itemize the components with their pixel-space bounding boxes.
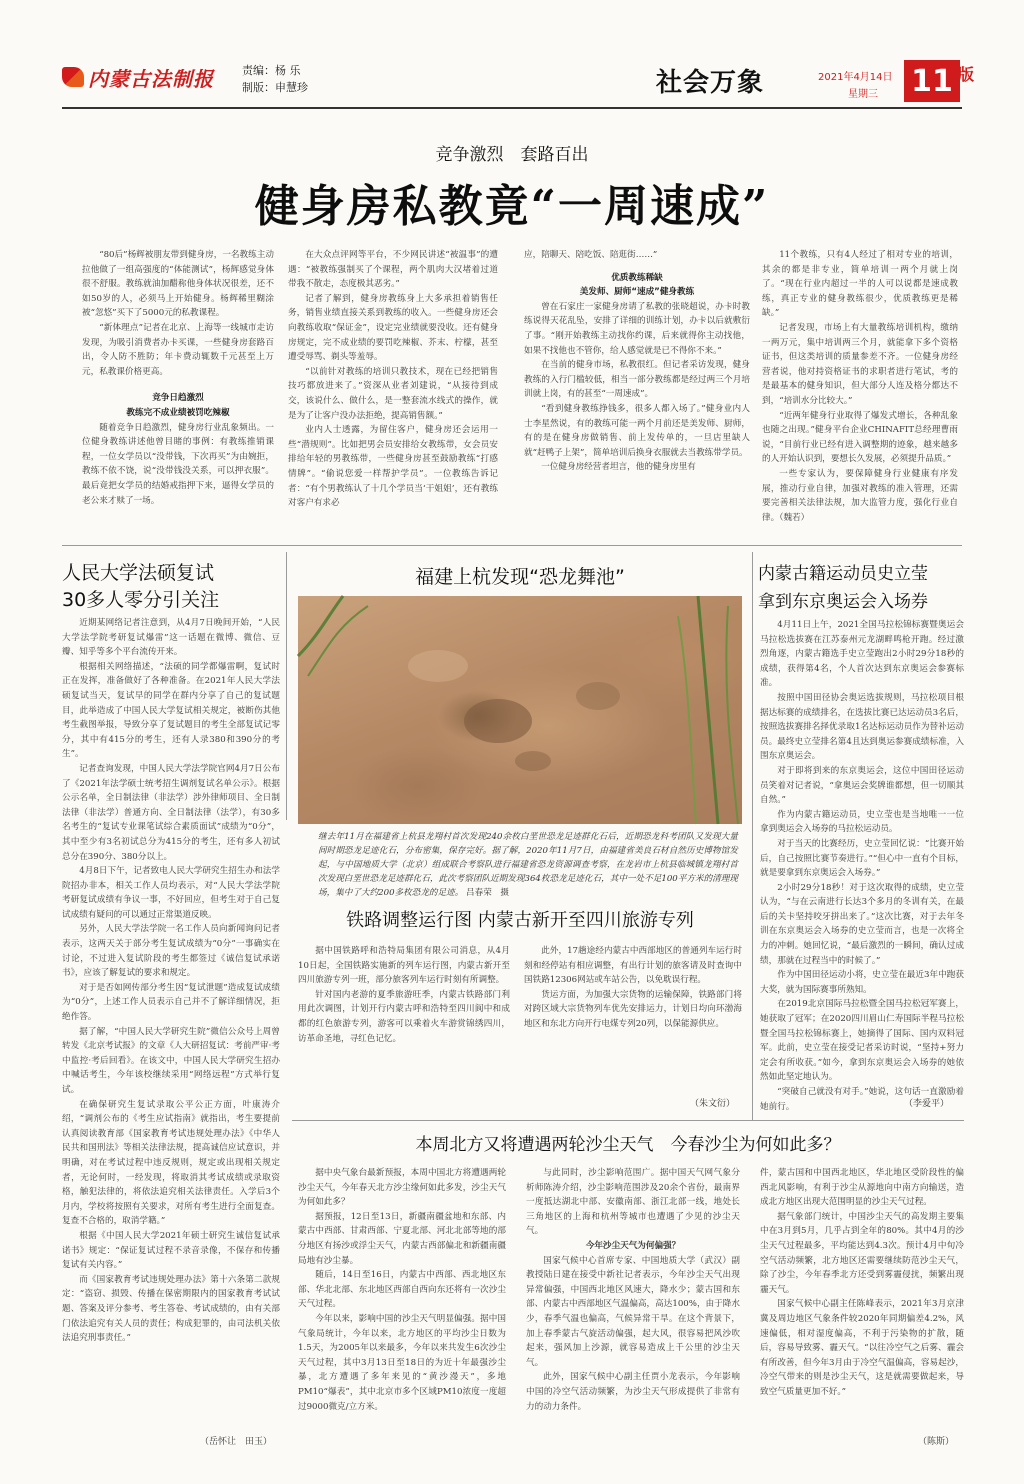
lead-paragraph: 一位健身房经营者坦言，他的健身房里有: [541, 462, 696, 473]
inner-paragraph: 作为中国田径运动小将，史立莹在最近3年中跑获大奖，就为国际赛事所熟知。: [760, 970, 964, 995]
page-number: 11: [911, 63, 953, 99]
lead-paragraph: 应，陪聊天、陪吃饭、陪逛街……”: [524, 250, 658, 260]
lead-paragraph: 随着竞争日趋激烈，健身房行业乱象频出。一位健身教练讲述他曾目睹的事例：有教练推销课程，一位女学员以“没带钱，下次再买”为由婉拒，教练不依不饶，说“没带钱没关系，可以押衣服”。最后竟把女学员的结婚戒指押下来，逼得女学员的老公来才赎了一场。: [82, 422, 274, 506]
renda-paragraph: 根据《中国人民大学2021年硕士研究生诚信复试承诺书》规定：“保证复试过程不录音录像，不保存和传播复试有关内容。”: [62, 1230, 280, 1271]
inner-paragraph: 4月11日上午，2021全国马拉松锦标赛暨奥运会马拉松选拔赛在江苏泰州元龙湖畔鸣枪开跑。经过激烈角逐，内蒙古籍选手史立莹跑出2小时29分18秒的成绩，获得第4名，个人首次达到东京奥运会参赛标准。: [760, 620, 964, 689]
rail-paragraph: 据中国铁路呼和浩特局集团有限公司消息，从4月10日起，全国铁路实施新的列车运行图，内蒙古新开至四川旅游专列一班，部分旅客列车运行时刻有所调整。: [298, 946, 510, 986]
rail-column-1: [298, 944, 510, 1104]
rail-byline: （朱文衍）: [690, 1099, 736, 1109]
inner-paragraph: 按照中国田径协会奥运选拔规则，马拉松项目根据达标赛的成绩排名，在选拔比赛已达运动员3名后，按照选拔赛排名择优录取1名达标运动员作为替补运动员。最终史立莹排名第4且达到奥运参赛成绩标准，入围东京奥运会。: [760, 692, 964, 762]
rail-paragraph: 此外，17趟途经内蒙古中西部地区的普通列车运行时刻和经停站有相应调整，有出行计划的旅客请及时查询中国铁路12306网站或车站公告，以免耽误行程。: [524, 946, 742, 986]
newspaper-logo: [62, 64, 232, 90]
dust-paragraph: 此外，国家气候中心副主任贾小龙表示，今年影响中国的冷空气活动频繁，为沙尘天气形成提供了非常有力的动力条件。: [526, 1372, 740, 1412]
lead-paragraph: 在当前的健身市场，私教很红。但记者采访发现，健身教练的入行门槛较低，相当一部分教练都是经过两三个月培训就上岗，有的甚至“一周速成”。: [524, 360, 750, 400]
renda-paragraph: 4月8日下午，记者致电人民大学研究生招生办和法学院招办非本，相关工作人员均表示，对“人民大学法学院考研复试成绩有争议一事，不好回应，但考生对于自己复试成绩有疑问的可以通过正常渠道反映。: [62, 866, 280, 920]
logo-text: 内蒙古法制报: [88, 66, 214, 91]
lead-paragraph: 记者了解到，健身房教练身上大多承担着销售任务，销售业绩直接关系到教练的收入。一些健身房还会向教练收取“保证金”，设定完业绩就要没收。还有健身房规定，完不成业绩的要罚吃辣椒、芥末、柠檬，甚至遭受辱骂、剃头等羞辱。: [288, 293, 498, 363]
producer-label: 制版：申慧珍: [242, 81, 308, 94]
inner-byline: （李爱平）: [904, 1099, 950, 1109]
dino-photographer: 吕春荣 摄: [466, 888, 510, 898]
inner-paragraph: 2小时29分18秒！对于这次取得的成绩，史立莹认为，“与在云南进行长达3个多月的冬训有关，在最后的关卡坚持咬牙拼出来了。”这次比赛，对于去年冬训在东京奥运会入场券的史立莹而言，也是一次将全力的冲刺。她回忆说，“最后激烈的一瞬间，确认过成绩，那就在过程当中的时候了。”: [760, 882, 964, 966]
dust-column-3: [760, 1166, 964, 1428]
editor-label: 责编：杨 乐: [242, 64, 301, 77]
rail-headline: 铁路调整运行图 内蒙古新开至四川旅游专列: [346, 910, 694, 931]
inner-paragraph: 作为内蒙古籍运动员，史立莹也是当地唯一一位拿到奥运会入场券的马拉松运动员。: [760, 809, 964, 835]
lead-subhead-1: 竞争日趋激烈: [152, 393, 204, 404]
dust-paragraph: 据气象部门统计，中国沙尘天气的高发期主要集中在3月到5月，几乎占到全年的80%。其中4月的沙尘天气过程最多，平均能达到4.3次。预计4月中旬冷空气活动频繁，北方地区还需要继续防范沙尘天气，除了沙尘，今年春季北方还受到雾霾侵扰，频繁出现霾天气。: [760, 1211, 964, 1295]
divider-lead: [62, 545, 962, 546]
lead-headline: 健身房私教竟“一周速成”: [254, 181, 770, 232]
dino-headline: 福建上杭发现“恐龙舞池”: [415, 566, 625, 588]
renda-paragraph: 而《国家教育考试违规处理办法》第十六条第二款规定：“盗窃、损毁、传播在保密期限内的国家教育考试试题、答案及评分参考、考生答卷、考试成绩的，由有关部门依法追究有关人员的责任；构成犯罪的，由司法机关依法追究刑事责任。”: [62, 1274, 280, 1344]
dust-byline: （陈斯）: [918, 1437, 955, 1447]
renda-paragraph: 近期某网络记者注意到，从4月7日晚间开始，“人民大学法学院考研复试爆雷”这一话题在微博、微信、豆瓣、知乎等多个平台流传开来。: [62, 618, 280, 658]
dust-paragraph: 与此同时，沙尘影响范围广。据中国天气网气象分析师陈涛介绍，沙尘影响范围涉及20余个省份，最南界一度抵达湖北中部、安徽南部、浙江北部一线，地处长三角地区的上海和杭州等城市也遭遇了少见的沙尘天气。: [526, 1168, 740, 1237]
lead-paragraph: 业内人士透露，为留住客户，健身房还会运用一些“潜规则”。比如把男会员安排给女教练带，女会员安排给年轻的男教练带，一些健身房甚至鼓励教练“打感情牌”。“偷说您爱一样帮护学员”。一位教练告诉记者：“有个男教练认了十几个学员当‘干姐姐’，还有教练对客户有求必: [288, 425, 498, 509]
weekday-label: 星期三: [848, 89, 878, 100]
lead-column-4: [762, 248, 958, 530]
inner-headline-line-2: 拿到东京奥运会入场券: [758, 592, 928, 612]
section-title: 社会万象: [656, 68, 765, 98]
inner-paragraph: “突破自己就没有对手。”她说，这句话一直激励着她前行。: [760, 1087, 964, 1112]
inner-body: [760, 618, 964, 1112]
dino-caption: [318, 830, 738, 900]
page-number-box: [904, 60, 960, 102]
lead-subhead-2: 教练完不成业绩被罚吃辣椒: [126, 407, 230, 418]
inner-paragraph: 对于当天的比赛经历，史立莹回忆说：“比赛开始后，自己按照比赛节奏进行。”“但心中一直有个目标，就是要拿到东京奥运会入场券。”: [760, 838, 964, 879]
logo-mark-icon: [62, 67, 84, 87]
renda-byline: （岳怀让 田玉）: [200, 1437, 273, 1447]
inner-paragraph: 对于即将到来的东京奥运会，这位中国田径运动员笑着对记者说，“拿奥运会奖牌谁都想，但一切顺其自然。”: [760, 765, 964, 806]
renda-paragraph: 对于是否如网传部分考生因“复试泄题”造成复试成绩为“0分”，上述工作人员表示自己并不了解详细情况，拒绝作答。: [62, 982, 280, 1023]
dust-paragraph: 国家气候中心首席专家、中国地质大学（武汉）副教授陆日建在接受中新社记者表示，今年沙尘天气出现异常偏强，中国西北地区风速大，降水少；蒙古国和东部、内蒙古中西部地区气温偏高，高达100%，由于降水少，春季气温也偏高，气候异常干旱。在这个背景下，加上春季蒙古气旋活动偏强，起大风，很容易把风沙吹起来，强风加上沙源，就容易造成上千公里的沙尘天气。: [526, 1255, 740, 1368]
rail-column-2: [524, 944, 742, 1104]
lead-paragraph: 在大众点评网等平台，不少网民讲述“被温事”的遭遇：“被教练强制买了个课程，两个肌肉大汉堵着过道带我不散走，态度极其恶劣。”: [288, 250, 498, 290]
page-suffix: 版: [958, 65, 975, 84]
lead-column-1: [82, 248, 274, 530]
rail-paragraph: 货运方面，为加强大宗货物的运输保障，铁路部门将对跨区域大宗货物列车优先安排运力，计划日均向环渤海地区和东北方向开行电煤专列20列，以保能源供应。: [524, 989, 742, 1029]
divider-dust-top: [292, 1120, 964, 1121]
renda-paragraph: 根据相关网络描述，“法硕的同学都爆雷啊，复试时正在发挥，准备做好了各种准备。在2021年人民大学法硕复试当天，复试早的同学在群内分享了自己的复试题目，此举造成了中国人民大学复试相关规定，被断伤其他考生截图举报，导致分享了复试题目的考生全部复试记零分，其中有415分的考生，还有人录380和390分的考生”。: [62, 661, 280, 760]
dino-photo-texture: [298, 596, 742, 824]
lead-paragraph: “以前针对教练的培训只教技术，现在已经把销售技巧都放进来了。”资深从业者刘建说，“从接待到成交，该说什么、做什么，是一整套流水线式的操作，就是为了让客户没办法拒绝，提高销售额。”: [288, 366, 498, 421]
dust-column-2: [526, 1166, 740, 1428]
dust-paragraph: 据中央气象台最新预报，本周中国北方将遭遇两轮沙尘天气，今年春天北方沙尘缘何如此多发，沙尘天气为何如此多？: [298, 1168, 506, 1208]
inner-paragraph: 在2019北京国际马拉松暨全国马拉松冠军赛上，她获取了冠军；在2020四川眉山仁寿国际半程马拉松暨全国马拉松锦标赛上，她摘得了国际、国内双料冠军。此前，史立莹在接受记者采访时说，“坚持+努力定会有所收获。”如今，拿到东京奥运会入场券的她依然如此坚定地认为。: [760, 999, 964, 1083]
renda-headline-line-2: 30多人零分引关注: [62, 589, 220, 611]
renda-paragraph: 据了解，“中国人民大学研究生院”微信公众号上周曾转发《北京考试报》的文章《人大研招复试：考前严审·考中监控·考后回看》。在该文中，中国人民大学研究生招办中喊话考生，今年该校继续采用“网络远程”方式举行复试。: [62, 1026, 280, 1095]
renda-headline-line-1: 人民大学法硕复试: [62, 562, 215, 584]
inner-headline-line-1: 内蒙古籍运动员史立莹: [758, 564, 928, 584]
dust-paragraph: 据预报，12日至13日，新疆南疆盆地和东部、内蒙古中西部、甘肃西部、宁夏北部、河北北部等地的部分地区有扬沙或浮尘天气，内蒙古西部偏北和新疆南疆局地有沙尘暴。: [298, 1211, 506, 1266]
dust-paragraph: 件，蒙古国和中国西北地区，华北地区受阶段性的偏西北风影响，有利于沙尘从源地向中南方向输送，造成北方地区出现大范围明显的沙尘天气过程。: [760, 1168, 964, 1208]
lead-kicker: 竞争激烈 套路百出: [435, 145, 589, 165]
inner-headline: [758, 560, 968, 616]
lead-subhead-3: 优质教练稀缺: [611, 272, 663, 283]
lead-paragraph: 11个教练，只有4人经过了相对专业的培训，其余的都是非专业，简单培训一两个月就上岗了。“现在行业内超过一半的人可以说都是速成教练，真正专业的健身教练很少，优质教练更是稀缺。”: [762, 250, 958, 319]
lead-paragraph: 曾在石家庄一家健身房请了私教的张晓超说，办卡时教练说得天花乱坠，安排了详细的训练计划，办卡以后就敷衍了事。“刚开始教练主动找你约课，后来就得你主动找他，如果不找他也不管你，给人感觉就是已不得你不来。”: [524, 301, 750, 356]
masthead: [0, 0, 1024, 112]
renda-paragraph: 在确保研究生复试录取公平公正方面，叶康涛介绍，“调剂公布的《考生应试指南》就指出，考生要提前认真阅读教育部《国家教育考试违规处理办法》《中华人民共和国刑法》等相关法律法规，提高诚信应试意识，并明确，对在考试过程中违反规则，规定或出现相关规定者，无论何时，一经发现，将取消其考试成绩或录取资格，触犯法律的，将依法追究相关法律责任。入学后3个月内，学校将按照有关要求，对所有考生进行全面复查。复查不合格的，取消学籍。”: [62, 1099, 280, 1227]
divider-right-vertical: [752, 552, 753, 1120]
renda-paragraph: 记者查询发现，中国人民大学法学院官网4月7日公布了《2021年法学硕士统考招生调剂复试名单公示》。根据公示名单，全日制法律（非法学）涉外律师项目、全日制法律（非法学）普通方向、全日制法律（法学），有30多名考生的“复试专业课笔试综合素质面试”成绩为“0分”，其中至少有3名初试总分为415分的考生，还有多人初试总分在390分、380分以上。: [62, 763, 280, 862]
renda-headline: [62, 560, 282, 614]
renda-body: [62, 616, 280, 1428]
lead-column-2: [288, 248, 498, 530]
divider-left-vertical: [286, 552, 287, 820]
dust-paragraph: 今年以来，影响中国的沙尘天气明显偏强。据中国气象局统计，今年以来，北方地区的平均沙尘日数为1.5天，为2005年以来最多，今年以来共发生6次沙尘天气过程，其中3月13日至18日的为近十年最强沙尘暴，北方遭遇了多年来见的“黄沙漫天”，多地PM10“爆表”，其中北京市多个区域PM10浓度一度超过9000微克/立方米。: [298, 1313, 506, 1412]
date-label: 2021年4月14日: [818, 72, 893, 83]
lead-paragraph: “新体理点”记者在北京、上海等一线城市走访发现，为吸引消费者办卡买课，一些健身房套路百出，令人防不胜防；年卡费动辄数千元甚至上万元，私教课价格更高。: [82, 322, 274, 377]
dust-paragraph: 今年沙尘天气为何偏强？: [585, 1240, 681, 1251]
lead-paragraph: 记者发现，市场上有大量教练培训机构，缴纳一两万元，集中培训两三个月，就能拿下多个资格证书，但这类培训的质量参差不齐。一位健身房经营者说，他对持资格证书的求职者进行笔试，考的是最基本的健身知识，但大部分人连及格分都达不到，“培训水分比较大。”: [762, 322, 958, 406]
editor-info: [242, 62, 308, 96]
lead-paragraph: 一些专家认为，要保障健身行业健康有序发展，推动行业自律，加强对教练的准入管理，还需要完善相关法律法规，加大监管力度，强化行业自律。（魏若）: [762, 468, 958, 523]
masthead-rule: [62, 107, 962, 109]
dino-photo: [298, 596, 742, 824]
lead-paragraph: “80后”杨辉被朋友带到健身房，一名教练主动拉他做了一组高强度的“体能测试”，杨辉感觉身体很不舒服。教练就油加醋称他身体状况很差，还不如50岁的人，必须马上开始健身。杨辉稀里糊涂被“忽悠”买下了5000元的私教课程。: [82, 250, 274, 319]
rail-paragraph: 针对国内老游的夏季旅游旺季，内蒙古铁路部门利用此次调图，计划开行内蒙古呼和浩特至四川阆中和成都的红色旅游专列，游客可以乘着火车游赏锦绣四川，访革命圣地，寻红色记忆。: [298, 989, 510, 1044]
renda-paragraph: 另外，人民大学法学院一名工作人员向新闻询问记者表示，这两天关于部分考生复试成绩为“0分”一事确实在讨论，不过进入复试阶段的考生都签过《诚信复试承诺书》，应该了解复试的要求和规定。: [62, 924, 280, 979]
dust-paragraph: 随后，14日至16日，内蒙古中西部、西北地区东部、华北北部、东北地区西部自西向东还将有一次沙尘天气过程。: [298, 1270, 506, 1310]
lead-paragraph: “近两年健身行业取得了爆发式增长，各种乱象也随之出现。”健身平台企业CHINAFIT总经理曹雨说，“目前行业已经有进入调整期的迹象，越来越多的人开始认识到，要想长久发展，必须提升品质。”: [762, 410, 958, 465]
dust-headline: 本周北方又将遭遇两轮沙尘天气 今春沙尘为何如此多？: [415, 1135, 841, 1155]
lead-paragraph: “看到健身教练挣钱多，很多人都入场了。”健身业内人士李星然说，有的教练可能一两个月前还是美发师、厨师，有的是在健身房做销售、前上发传单的，一旦店里缺人就“赶鸭子上架”，简单培训后换身衣服就去当教练带学员。: [524, 403, 750, 458]
lead-column-3: [524, 248, 750, 530]
lead-subhead-4: 美发师、厨师“速成”健身教练: [579, 287, 695, 298]
dust-paragraph: 国家气候中心副主任陈峰表示，2021年3月京津冀及周边地区气象条件较2020年同期偏差4.2%，风速偏低，相对湿度偏高，不利于污染物的扩散，随后，容易导致雾、霾天气。“以往冷空气之后雾、霾会有所改善，但今年3月由于冷空气温偏高，容易起沙，冷空气带来的则是沙尘天气，这是就需要做起来，导致空气质量更加不好。”: [760, 1299, 964, 1397]
dino-caption-text: 继去年11月在福建省上杭县龙翔村首次发现240余枚白垩世恐龙足迹群化石后，近期恐龙科考团队又发现大量间时期恐龙足迹化石，分布密集，保存完好。据了解，2020年11月7日，由福建省美良石材自然历史博物馆发起，与中国地质大学（北京）组成联合考察队进行福建省恐龙资源调查考察，在龙岩市上杭县临城镇龙翔村首次发现白垩世恐龙足迹群化石，此次考察团队近期发现364枚恐龙足迹化石，其中一处不足100平方米的清理现场，集中了大约200多枚恐龙的足迹。: [318, 832, 738, 898]
dust-column-1: [298, 1166, 506, 1428]
